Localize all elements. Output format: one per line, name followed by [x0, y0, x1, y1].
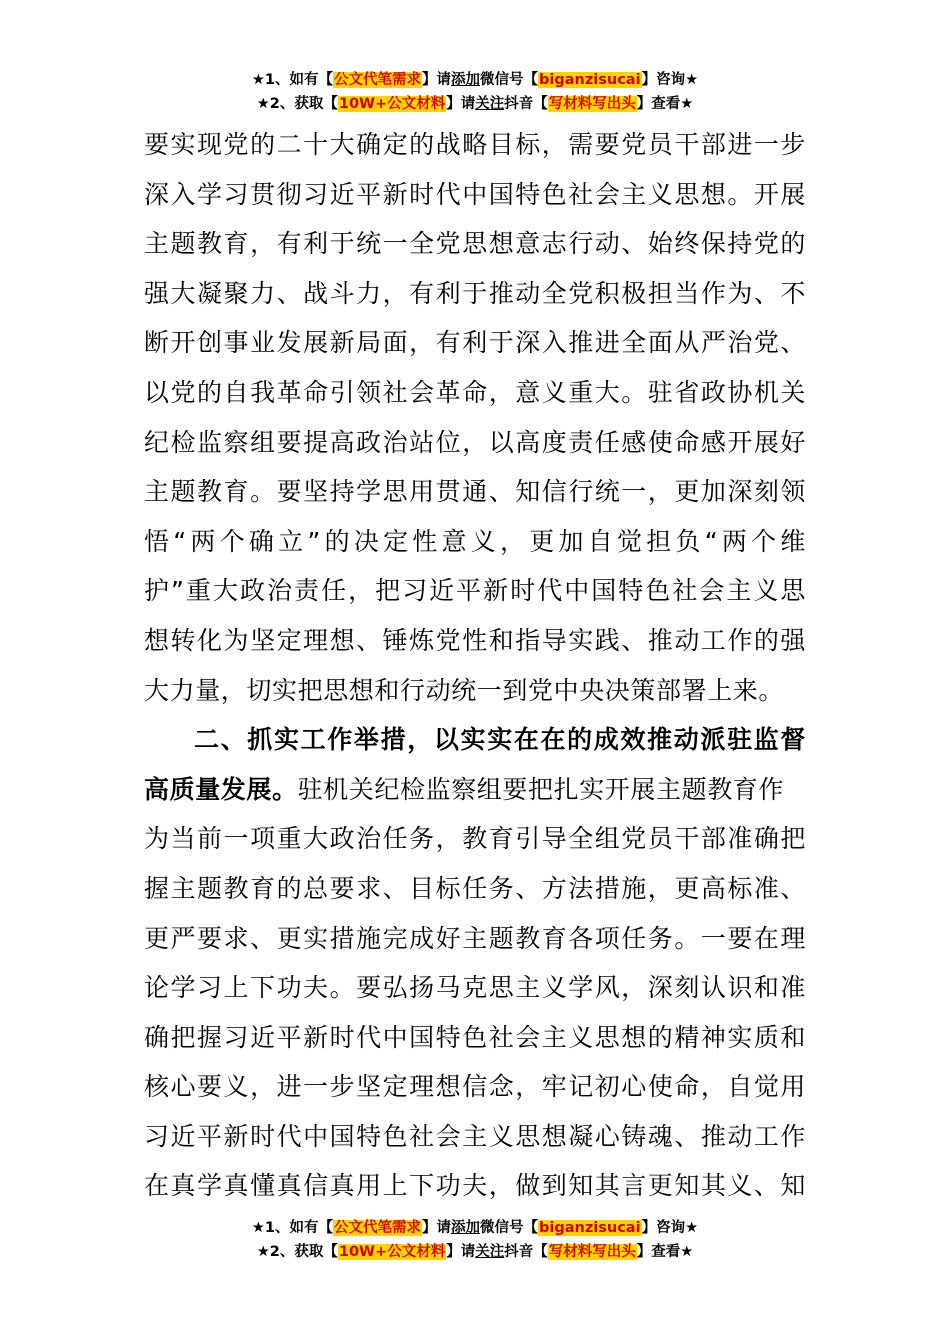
text-line: 确把握习近平新时代中国特色社会主义思想的精神实质和	[144, 1022, 806, 1052]
text-line: 强大凝聚力、战斗力，有利于推动全党积极担当作为、不	[144, 278, 806, 308]
text-line: 核心要义，进一步坚定理想信念，牢记初心使命，自觉用	[144, 1072, 806, 1102]
text-line: 大力量，切实把思想和行动统一到党中央决策部署上来。	[144, 675, 785, 705]
text-line: 主题教育。要坚持学思用贯通、知信行统一，更加深刻领	[144, 477, 806, 507]
banner-text: 】请	[422, 72, 452, 88]
text-line: 深入学习贯彻习近平新时代中国特色社会主义思想。开展	[144, 179, 806, 209]
text-line: 以党的自我革命引领社会革命，意义重大。驻省政协机关	[144, 377, 806, 407]
banner-text: 】咨询★	[641, 72, 699, 88]
banner-line-1	[0, 68, 950, 92]
highlight-douyin: 写材料写出头	[548, 96, 636, 112]
banner-underlined: 关注	[475, 96, 505, 112]
banner-text: 】查看★	[636, 96, 694, 112]
banner-text: 】请	[422, 1220, 452, 1236]
banner-text: ★2、获取【	[256, 96, 338, 112]
text-line: 习近平新时代中国特色社会主义思想凝心铸魂、推动工作	[144, 1121, 806, 1151]
banner-text: 微信号【	[480, 72, 539, 88]
text-line: 在真学真懂真信真用上下功夫，做到知其言更知其义、知	[144, 1171, 806, 1201]
banner-text: 抖音【	[504, 96, 548, 112]
text-line: 护”重大政治责任，把习近平新时代中国特色社会主义思	[144, 576, 806, 606]
text-line: 断开创事业发展新局面，有利于深入推进全面从严治党、	[144, 328, 806, 358]
banner-text: 】查看★	[636, 1244, 694, 1260]
text-line: 要实现党的二十大确定的战略目标，需要党员干部进一步	[144, 130, 806, 159]
section-heading: 二、抓实工作举措，以实实在在的成效推动派驻监督	[194, 725, 806, 755]
text-line: 悟“两个确立”的决定性意义，更加自觉担负“两个维	[144, 526, 806, 556]
highlight-materials: 10W+公文材料	[338, 96, 446, 112]
banner-text: 】请	[446, 1244, 476, 1260]
highlight-materials: 10W+公文材料	[338, 1244, 446, 1260]
text-line: 主题教育，有利于统一全党思想意志行动、始终保持党的	[144, 229, 806, 259]
text-line: 握主题教育的总要求、目标任务、方法措施，更高标准、	[144, 873, 806, 903]
banner-line-1	[0, 1216, 950, 1240]
banner-underlined: 添加	[451, 1220, 481, 1236]
document-body	[144, 120, 806, 1211]
highlight-wechat-id: biganzisucai	[539, 72, 641, 88]
banner-text: 】请	[446, 96, 476, 112]
banner-text: ★2、获取【	[256, 1244, 338, 1260]
text-line: 纪检监察组要提高政治站位，以高度责任感使命感开展好	[144, 427, 806, 457]
banner-text: 抖音【	[504, 1244, 548, 1260]
text-inline: 驻机关纪检监察组要把扎实开展主题教育作	[297, 774, 785, 804]
top-banner	[0, 68, 950, 116]
banner-text: ★1、如有【	[251, 72, 334, 88]
banner-text: 】咨询★	[641, 1220, 699, 1236]
heading-tail: 高质量发展。	[144, 774, 298, 804]
banner-text: 微信号【	[480, 1220, 539, 1236]
text-line: 论学习上下功夫。要弘扬马克思主义学风，深刻认识和准	[144, 973, 806, 1003]
highlight-service: 公文代笔需求	[334, 72, 422, 88]
banner-underlined: 添加	[451, 72, 481, 88]
bottom-banner	[0, 1216, 950, 1264]
highlight-wechat-id: biganzisucai	[539, 1220, 641, 1236]
heading-continuation	[144, 765, 806, 815]
highlight-douyin: 写材料写出头	[548, 1244, 636, 1260]
highlight-service: 公文代笔需求	[334, 1220, 422, 1236]
banner-underlined: 关注	[475, 1244, 505, 1260]
banner-text: ★1、如有【	[251, 1220, 334, 1236]
text-line: 更严要求、更实措施完成好主题教育各项任务。一要在理	[144, 923, 806, 953]
banner-line-2	[0, 92, 950, 116]
text-line: 为当前一项重大政治任务，教育引导全组党员干部准确把	[144, 824, 806, 854]
banner-line-2	[0, 1240, 950, 1264]
text-line: 想转化为坚定理想、锤炼党性和指导实践、推动工作的强	[144, 625, 806, 655]
